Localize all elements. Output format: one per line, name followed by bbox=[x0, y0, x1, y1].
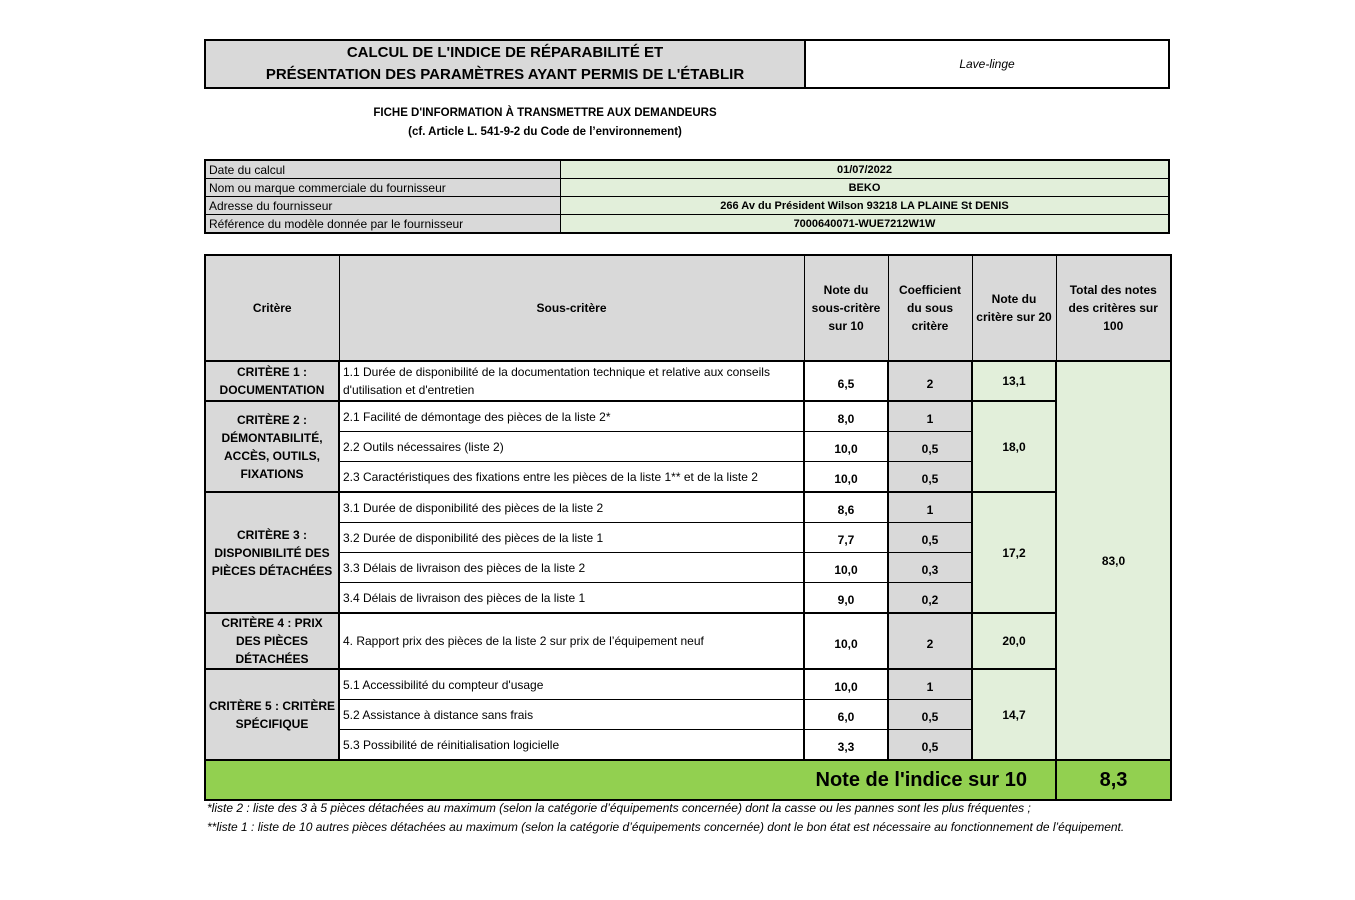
sub-criterion-coefficient: 1 bbox=[888, 401, 972, 432]
sub-criterion-note: 10,0 bbox=[804, 669, 888, 700]
sub-criterion-label: 2.2 Outils nécessaires (liste 2) bbox=[339, 432, 804, 462]
sub-criterion-label: 5.1 Accessibilité du compteur d'usage bbox=[339, 669, 804, 700]
subtitle-line-2: (cf. Article L. 541-9-2 du Code de l’environnement) bbox=[408, 126, 682, 138]
product-type: Lave-linge bbox=[959, 57, 1015, 71]
sub-criterion-note: 3,3 bbox=[804, 730, 888, 761]
sub-criterion-note: 10,0 bbox=[804, 553, 888, 583]
sub-criterion-note: 10,0 bbox=[804, 432, 888, 462]
sub-criterion-label: 3.2 Durée de disponibilité des pièces de la liste 1 bbox=[339, 523, 804, 553]
sub-criterion-note: 8,6 bbox=[804, 492, 888, 523]
footnote-liste-2: *liste 2 : liste des 3 à 5 pièces détachées au maximum (selon la catégorie d’équipements concernée) dont la casse ou les pannes sont les plus fréquentes ; bbox=[207, 801, 1031, 815]
sub-criterion-label: 4. Rapport prix des pièces de la liste 2 sur prix de l’équipement neuf bbox=[339, 613, 804, 669]
sub-criterion-label: 1.1 Durée de disponibilité de la documentation technique et relative aux conseils d'utilisation et d'entretien bbox=[339, 361, 804, 401]
table-row bbox=[205, 401, 1171, 432]
info-value: 01/07/2022 bbox=[561, 160, 1170, 179]
sub-criterion-note: 6,0 bbox=[804, 700, 888, 730]
sub-criterion-label: 5.3 Possibilité de réinitialisation logicielle bbox=[339, 730, 804, 761]
header-coefficient: Coefficient du sous critère bbox=[888, 255, 972, 361]
sub-criterion-note: 7,7 bbox=[804, 523, 888, 553]
document-header bbox=[204, 39, 1170, 89]
total-score: 83,0 bbox=[1056, 361, 1171, 760]
sub-criterion-label: 3.3 Délais de livraison des pièces de la liste 2 bbox=[339, 553, 804, 583]
info-row bbox=[205, 215, 1169, 234]
info-row bbox=[205, 160, 1169, 179]
sub-criterion-coefficient: 0,2 bbox=[888, 583, 972, 614]
header-critere: Critère bbox=[205, 255, 339, 361]
header-note-sous-critere: Note du sous-critère sur 10 bbox=[804, 255, 888, 361]
sub-criterion-note: 6,5 bbox=[804, 361, 888, 401]
sub-criterion-label: 2.3 Caractéristiques des fixations entre les pièces de la liste 1** et de la liste 2 bbox=[339, 462, 804, 493]
info-value: 266 Av du Président Wilson 93218 LA PLAINE St DENIS bbox=[561, 197, 1170, 215]
sub-criterion-coefficient: 0,5 bbox=[888, 523, 972, 553]
criterion-name: CRITÈRE 3 : DISPONIBILITÉ DES PIÈCES DÉTACHÉES bbox=[205, 492, 339, 613]
final-score-value: 8,3 bbox=[1056, 760, 1171, 800]
header-sous-critere: Sous-critère bbox=[339, 255, 804, 361]
final-score-row bbox=[205, 760, 1171, 800]
document-title bbox=[206, 41, 806, 87]
sub-criterion-note: 10,0 bbox=[804, 613, 888, 669]
final-score-label: Note de l'indice sur 10 bbox=[205, 760, 1056, 800]
criterion-score: 20,0 bbox=[972, 613, 1056, 669]
subtitle-line-1: FICHE D'INFORMATION À TRANSMETTRE AUX DEMANDEURS bbox=[373, 107, 717, 119]
header-note-critere: Note du critère sur 20 bbox=[972, 255, 1056, 361]
criterion-name: CRITÈRE 1 : DOCUMENTATION bbox=[205, 361, 339, 401]
info-value: BEKO bbox=[561, 179, 1170, 197]
table-row bbox=[205, 492, 1171, 523]
info-label: Date du calcul bbox=[205, 160, 561, 179]
sub-criterion-label: 3.4 Délais de livraison des pièces de la liste 1 bbox=[339, 583, 804, 614]
sub-criterion-label: 5.2 Assistance à distance sans frais bbox=[339, 700, 804, 730]
table-row bbox=[205, 669, 1171, 700]
header-total: Total des notes des critères sur 100 bbox=[1056, 255, 1171, 361]
criterion-name: CRITÈRE 2 : DÉMONTABILITÉ, ACCÈS, OUTILS, FIXATIONS bbox=[205, 401, 339, 492]
supplier-info-table bbox=[204, 159, 1170, 234]
title-line-1: CALCUL DE L'INDICE DE RÉPARABILITÉ ET bbox=[346, 44, 664, 61]
info-label: Nom ou marque commerciale du fournisseur bbox=[205, 179, 561, 197]
form-subtitle bbox=[330, 104, 760, 142]
info-label: Référence du modèle donnée par le fournisseur bbox=[205, 215, 561, 234]
sub-criterion-coefficient: 1 bbox=[888, 492, 972, 523]
sub-criterion-note: 10,0 bbox=[804, 462, 888, 493]
criterion-name: CRITÈRE 5 : CRITÈRE SPÉCIFIQUE bbox=[205, 669, 339, 760]
table-row bbox=[205, 361, 1171, 401]
sub-criterion-note: 9,0 bbox=[804, 583, 888, 614]
sub-criterion-coefficient: 0,5 bbox=[888, 730, 972, 761]
sub-criterion-note: 8,0 bbox=[804, 401, 888, 432]
info-label: Adresse du fournisseur bbox=[205, 197, 561, 215]
criterion-score: 18,0 bbox=[972, 401, 1056, 492]
info-row bbox=[205, 179, 1169, 197]
table-row bbox=[205, 613, 1171, 669]
title-line-2: PRÉSENTATION DES PARAMÈTRES AYANT PERMIS DE L'ÉTABLIR bbox=[265, 66, 745, 83]
info-row bbox=[205, 197, 1169, 215]
sub-criterion-label: 3.1 Durée de disponibilité des pièces de la liste 2 bbox=[339, 492, 804, 523]
sub-criterion-coefficient: 2 bbox=[888, 613, 972, 669]
sub-criterion-coefficient: 0,5 bbox=[888, 700, 972, 730]
criterion-score: 14,7 bbox=[972, 669, 1056, 760]
footnote-liste-1: **liste 1 : liste de 10 autres pièces détachées au maximum (selon la catégorie d’équipements concernée) dont le bon état est nécessaire au fonctionnement de l’équipement. bbox=[207, 820, 1125, 834]
sub-criterion-coefficient: 2 bbox=[888, 361, 972, 401]
table-header-row bbox=[205, 255, 1171, 361]
footnotes bbox=[207, 799, 1147, 837]
sub-criterion-coefficient: 0,5 bbox=[888, 462, 972, 493]
info-value: 7000640071-WUE7212W1W bbox=[561, 215, 1170, 234]
sub-criterion-coefficient: 0,5 bbox=[888, 432, 972, 462]
repairability-table bbox=[204, 254, 1172, 801]
criterion-score: 13,1 bbox=[972, 361, 1056, 401]
sub-criterion-coefficient: 0,3 bbox=[888, 553, 972, 583]
criterion-score: 17,2 bbox=[972, 492, 1056, 613]
sub-criterion-coefficient: 1 bbox=[888, 669, 972, 700]
sub-criterion-label: 2.1 Facilité de démontage des pièces de la liste 2* bbox=[339, 401, 804, 432]
criterion-name: CRITÈRE 4 : PRIX DES PIÈCES DÉTACHÉES bbox=[205, 613, 339, 669]
